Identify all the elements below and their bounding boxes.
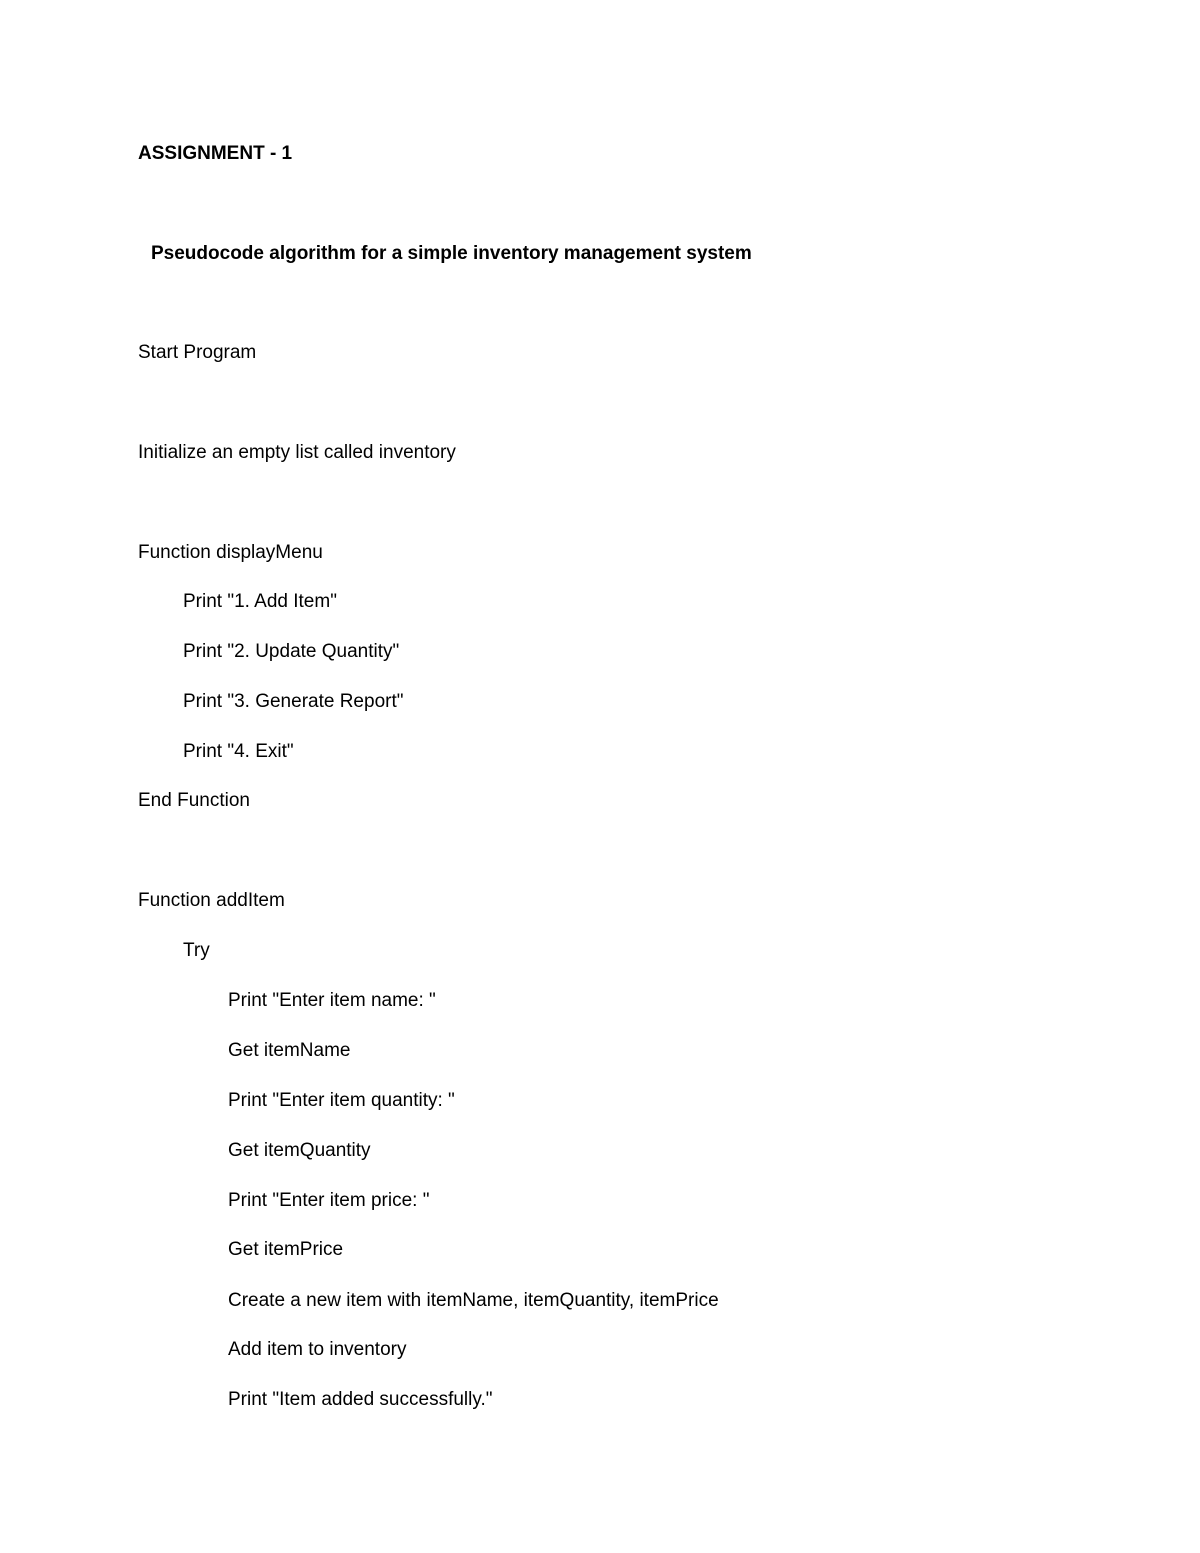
code-line: Print "3. Generate Report" — [183, 691, 404, 712]
code-line: Print "Enter item name: " — [228, 990, 436, 1011]
code-line: End Function — [138, 790, 250, 811]
code-line: Get itemQuantity — [228, 1140, 371, 1161]
code-line: Print "Item added successfully." — [228, 1389, 493, 1410]
code-line: Initialize an empty list called inventory — [138, 442, 456, 463]
assignment-heading: ASSIGNMENT - 1 — [138, 143, 293, 164]
document-subtitle: Pseudocode algorithm for a simple inventory management system — [151, 243, 752, 264]
code-line: Print "Enter item price: " — [228, 1190, 430, 1211]
code-line: Get itemName — [228, 1040, 351, 1061]
code-line: Add item to inventory — [228, 1339, 407, 1360]
code-line: Print "1. Add Item" — [183, 591, 337, 612]
code-line: Try — [183, 940, 210, 961]
code-line: Print "2. Update Quantity" — [183, 641, 400, 662]
code-line: Function displayMenu — [138, 542, 323, 563]
code-line: Print "4. Exit" — [183, 741, 294, 762]
code-line: Print "Enter item quantity: " — [228, 1090, 455, 1111]
code-line: Function addItem — [138, 890, 285, 911]
code-line: Get itemPrice — [228, 1239, 344, 1260]
code-line: Create a new item with itemName, itemQuantity, itemPrice — [228, 1290, 719, 1311]
code-line: Start Program — [138, 342, 257, 363]
